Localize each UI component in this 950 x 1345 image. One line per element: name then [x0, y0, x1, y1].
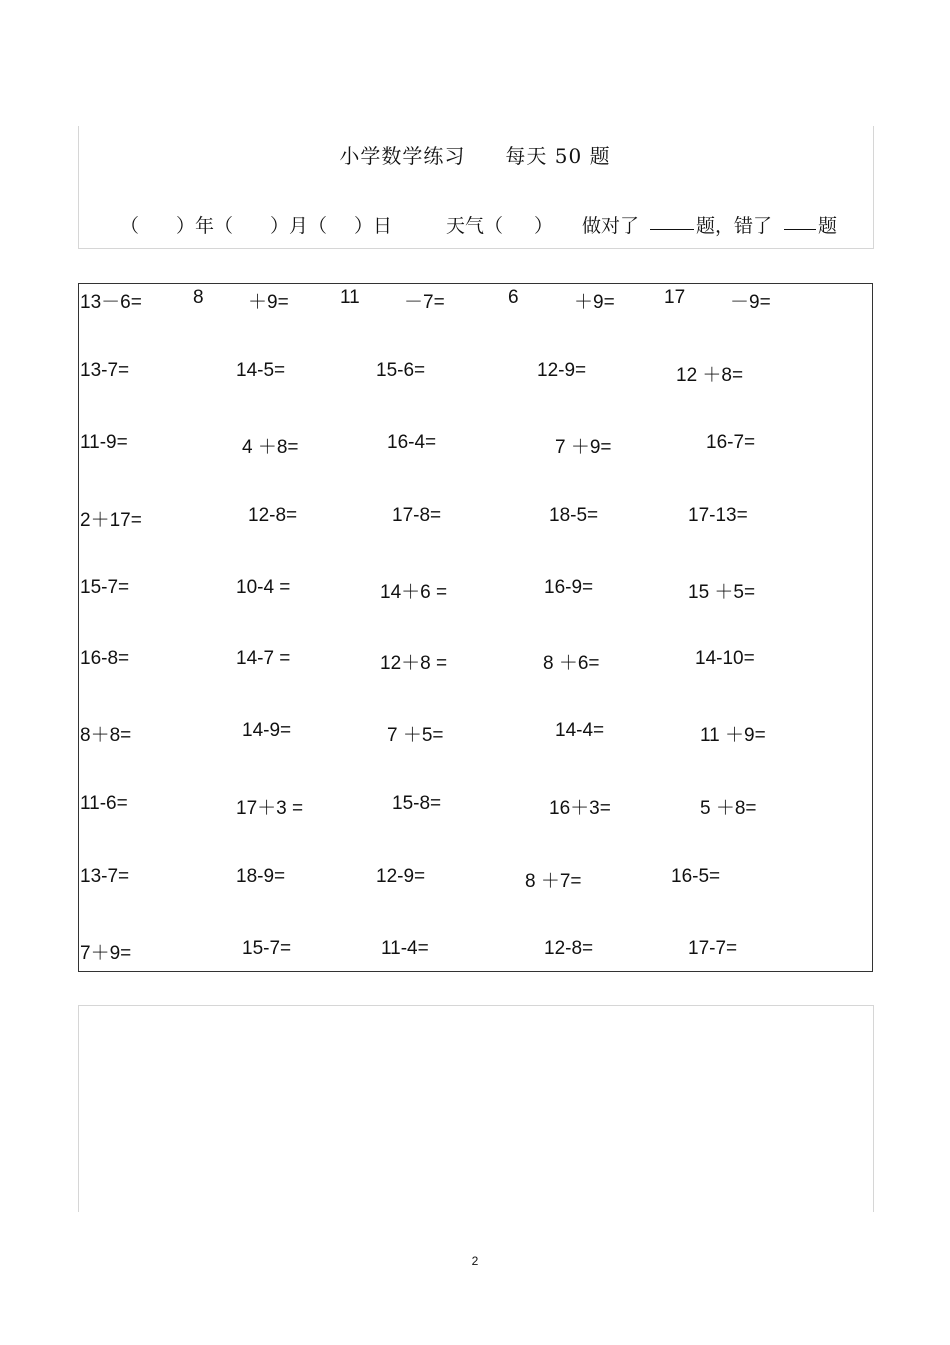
- problem: －9=: [730, 292, 771, 313]
- problem: 17-8=: [392, 505, 442, 526]
- month-field: ）月（: [270, 215, 328, 237]
- problem: 11: [340, 287, 360, 308]
- problem: 13-7=: [80, 360, 130, 381]
- problem: 2＋17=: [80, 510, 142, 531]
- problem: 17-7=: [688, 938, 738, 959]
- problem: 8＋8=: [80, 725, 132, 746]
- problem: 11-6=: [80, 793, 128, 814]
- answer-area-frame: [78, 1005, 874, 1212]
- problem: 12 ＋8=: [676, 365, 744, 386]
- problem: ＋9=: [248, 292, 289, 313]
- year-field: ）年（: [176, 215, 234, 237]
- problem: 7 ＋9=: [555, 437, 612, 458]
- problem: 17＋3 =: [236, 798, 304, 819]
- subtitle-text: 每天 50 题: [505, 144, 611, 168]
- correct-label: 做对了: [582, 215, 640, 237]
- day-field: ）日: [354, 215, 393, 237]
- problem: 16-8=: [80, 648, 130, 669]
- problem: 15-7=: [80, 577, 130, 598]
- problem: 12-9=: [376, 866, 426, 887]
- wrong-suffix: 题: [818, 215, 838, 237]
- problem: 13－6=: [80, 292, 142, 313]
- problem: 17-13=: [688, 505, 748, 526]
- problem: 15-6=: [376, 360, 426, 381]
- problem: 11 ＋9=: [700, 725, 766, 746]
- problem: 7 ＋5=: [387, 725, 444, 746]
- paren-open: （: [120, 215, 140, 237]
- worksheet-title: [0, 140, 950, 169]
- problem: 12-8=: [544, 938, 594, 959]
- title-text: 小学数学练习: [339, 144, 466, 168]
- problem: 4 ＋8=: [242, 437, 299, 458]
- problem: 14＋6 =: [380, 582, 448, 603]
- problem: 16-5=: [671, 866, 721, 887]
- correct-blank[interactable]: [650, 211, 694, 230]
- problem: ＋9=: [574, 292, 615, 313]
- problem: 12-8=: [248, 505, 298, 526]
- problem: 12-9=: [537, 360, 587, 381]
- problem: 11-4=: [381, 938, 429, 959]
- wrong-blank[interactable]: [784, 211, 816, 230]
- problem: 8 ＋6=: [543, 653, 600, 674]
- problem: 15-8=: [392, 793, 442, 814]
- problem: 14-7 =: [236, 648, 291, 669]
- problem: 14-9=: [242, 720, 292, 741]
- problem: 5 ＋8=: [700, 798, 757, 819]
- weather-close: ）: [534, 215, 554, 237]
- problem: －7=: [404, 292, 445, 313]
- problem: 16-9=: [544, 577, 594, 598]
- problem: 16＋3=: [549, 798, 611, 819]
- weather-field: 天气（: [446, 215, 504, 237]
- problem: 18-5=: [549, 505, 599, 526]
- problem: 8 ＋7=: [525, 871, 582, 892]
- problem: 8: [193, 287, 204, 308]
- problem: 15 ＋5=: [688, 582, 756, 603]
- problem: 16-7=: [706, 432, 756, 453]
- problem: 18-9=: [236, 866, 286, 887]
- problems-frame: [78, 283, 873, 972]
- problem: 14-5=: [236, 360, 286, 381]
- problem: 14-10=: [695, 648, 755, 669]
- problem: 10-4 =: [236, 577, 291, 598]
- problem: 6: [508, 287, 519, 308]
- problem: 17: [664, 287, 686, 308]
- page-number: 2: [471, 1254, 479, 1268]
- problem: 16-4=: [387, 432, 437, 453]
- problem: 12＋8 =: [380, 653, 448, 674]
- problem: 7＋9=: [80, 943, 132, 964]
- problem: 14-4=: [555, 720, 605, 741]
- problem: 11-9=: [80, 432, 128, 453]
- problem: 15-7=: [242, 938, 292, 959]
- wrong-label: 题，错了: [696, 215, 773, 237]
- problem: 13-7=: [80, 866, 130, 887]
